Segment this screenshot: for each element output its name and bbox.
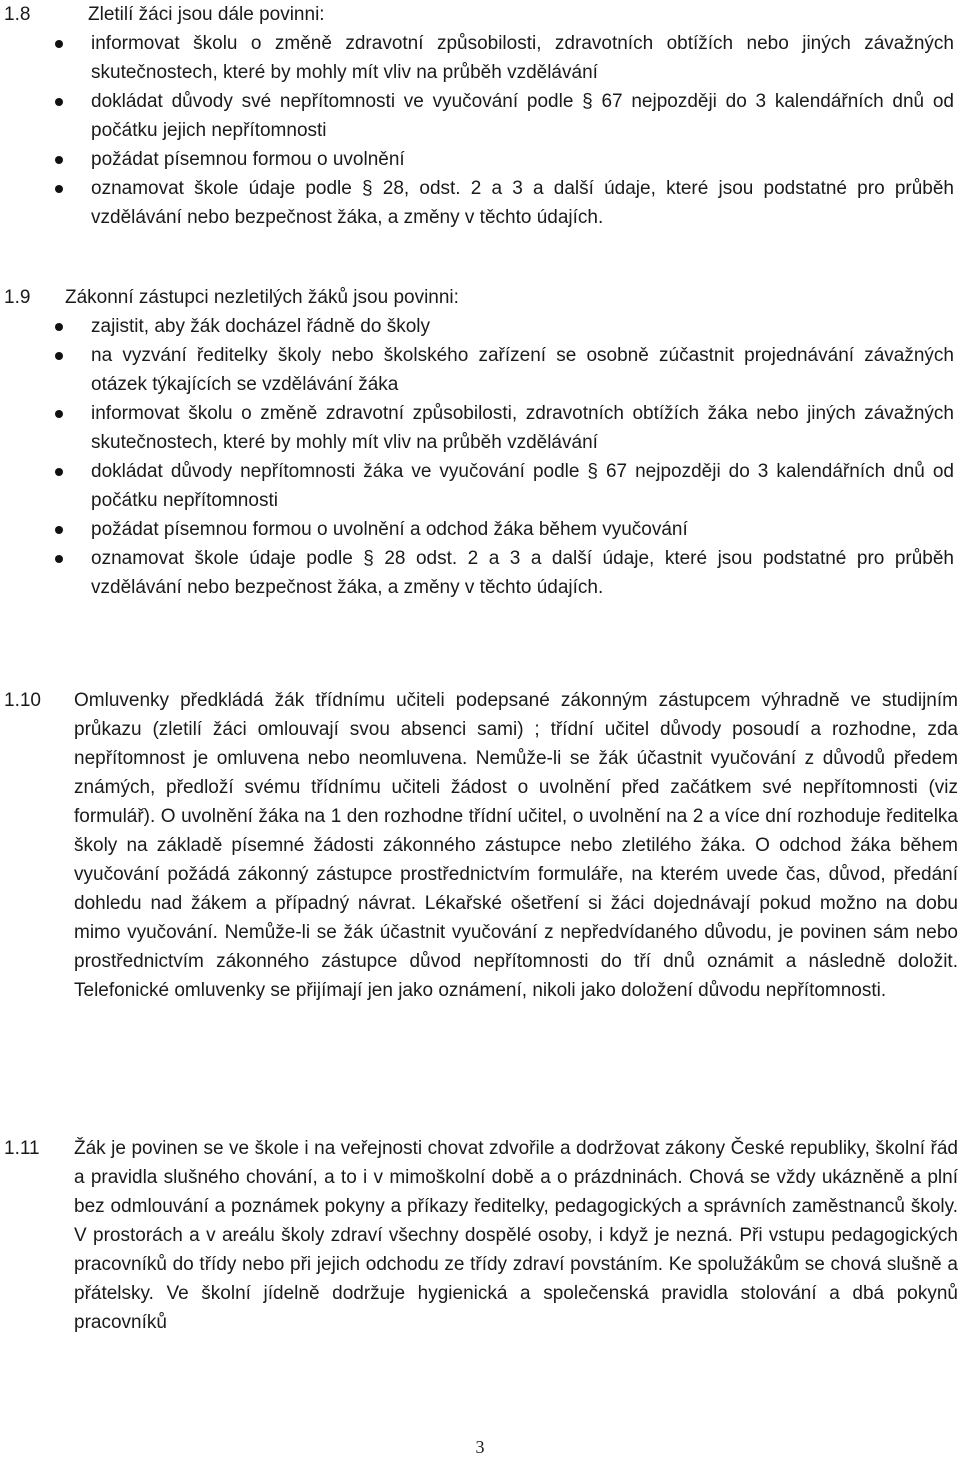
list-item bbox=[4, 87, 954, 145]
section-1-10 bbox=[4, 686, 958, 1005]
section-1-9 bbox=[4, 283, 954, 602]
list-item-text: na vyzvání ředitelky školy nebo školského zařízení se osobně zúčastnit projednávání závažných otázek týkajících se vzdělávání žáka bbox=[91, 345, 954, 395]
section-text: Omluvenky předkládá žák třídnímu učiteli podepsané zákonným zástupcem výhradně ve studijním průkazu (zletilí žáci omlouvají svou absenci sami) ; třídní učitel důvody posoudí a rozhodne, zda nepřítomnost je omluvena nebo neomluvena. Nemůže-li se žák účastnit vyučování z důvodů předem známých, předloží svému třídnímu učiteli žádost o uvolnění před začátkem své nepřítomnosti (viz formulář). O uvolnění žáka na 1 den rozhodne třídní učitel, o uvolnění na 2 a více dní rozhoduje ředitelka školy na základě písemné žádosti zákonného zástupce nebo zletilého žáka. O odchod žáka během vyučování požádá zákonný zástupce prostřednictvím formuláře, na kterém uvede čas, důvod, předání dohledu nad žákem a případný návrat. Lékařské ošetření si žáci dojednávají pokud možno na dobu mimo vyučování. Nemůže-li se žák účastnit vyučování z nepředvídaného důvodu, je povinen sám nebo prostřednictvím zákonného zástupce důvod nepřítomnosti do tří dnů oznámit a následně doložit. Telefonické omluvenky se přijímají jen jako oznámení, nikoli jako doložení důvodu nepřítomnosti. bbox=[74, 690, 958, 1001]
list-item bbox=[4, 341, 954, 399]
bullet-list bbox=[4, 29, 954, 232]
bullet-icon bbox=[55, 40, 63, 48]
list-item bbox=[4, 145, 954, 174]
list-item bbox=[4, 544, 954, 602]
list-item bbox=[4, 29, 954, 87]
bullet-icon bbox=[55, 555, 63, 563]
bullet-icon bbox=[55, 98, 63, 106]
section-number: 1.11 bbox=[4, 1138, 40, 1159]
section-1-11 bbox=[4, 1134, 958, 1337]
bullet-icon bbox=[55, 185, 63, 193]
section-1-8 bbox=[4, 0, 954, 232]
list-item bbox=[4, 457, 954, 515]
section-text: Žák je povinen se ve škole i na veřejnosti chovat zdvořile a dodržovat zákony České republiky, školní řád a pravidla slušného chování, a to i v mimoškolní době a o prázdninách. Chová se vždy ukázněně a plní bez odmlouvání a poznámek pokyny a příkazy ředitelky, pedagogických a správních zaměstnanců školy. V prostorách a v areálu školy zdraví všechny dospělé osoby, i když je nezná. Při vstupu pedagogických pracovníků do třídy nebo při jejich odchodu ze třídy zdraví povstáním. Ke spolužákům se chová slušně a přátelsky. Ve školní jídelně dodržuje hygienická a společenská pravidla stolování a dbá pokynů pracovníků bbox=[74, 1138, 958, 1333]
list-item-text: požádat písemnou formou o uvolnění bbox=[91, 149, 405, 170]
list-item-text: oznamovat škole údaje podle § 28 odst. 2 a 3 a další údaje, které jsou podstatné pro průběh vzdělávání nebo bezpečnost žáka, a změny v těchto údajích. bbox=[91, 548, 954, 598]
page-number: 3 bbox=[475, 1437, 485, 1457]
section-heading: Zletilí žáci jsou dále povinni: bbox=[88, 4, 325, 25]
section-number: 1.10 bbox=[4, 690, 41, 711]
list-item bbox=[4, 515, 954, 544]
section-number: 1.9 bbox=[4, 287, 31, 308]
bullet-list bbox=[4, 312, 954, 602]
list-item-text: oznamovat škole údaje podle § 28, odst. 2 a 3 a další údaje, které jsou podstatné pro průběh vzdělávání nebo bezpečnost žáka, a změny v těchto údajích. bbox=[91, 178, 954, 228]
bullet-icon bbox=[55, 352, 63, 360]
list-item-text: požádat písemnou formou o uvolnění a odchod žáka během vyučování bbox=[91, 519, 688, 540]
list-item bbox=[4, 399, 954, 457]
bullet-icon bbox=[55, 468, 63, 476]
list-item-text: informovat školu o změně zdravotní způsobilosti, zdravotních obtížích žáka nebo jiných závažných skutečnostech, které by mohly mít vliv na průběh vzdělávání bbox=[91, 403, 954, 453]
bullet-icon bbox=[55, 323, 63, 331]
list-item-text: dokládat důvody nepřítomnosti žáka ve vyučování podle § 67 nejpozději do 3 kalendářních dnů od počátku nepřítomnosti bbox=[91, 461, 954, 511]
list-item-text: informovat školu o změně zdravotní způsobilosti, zdravotních obtížích nebo jiných závažných skutečnostech, které by mohly mít vliv na průběh vzdělávání bbox=[91, 33, 954, 83]
list-item-text: dokládat důvody své nepřítomnosti ve vyučování podle § 67 nejpozději do 3 kalendářních dnů od počátku jejich nepřítomnosti bbox=[91, 91, 954, 141]
list-item bbox=[4, 312, 954, 341]
section-heading: Zákonní zástupci nezletilých žáků jsou povinni: bbox=[65, 287, 459, 308]
list-item bbox=[4, 174, 954, 232]
bullet-icon bbox=[55, 156, 63, 164]
bullet-icon bbox=[55, 526, 63, 534]
section-number: 1.8 bbox=[4, 4, 31, 25]
bullet-icon bbox=[55, 410, 63, 418]
list-item-text: zajistit, aby žák docházel řádně do školy bbox=[91, 316, 431, 337]
